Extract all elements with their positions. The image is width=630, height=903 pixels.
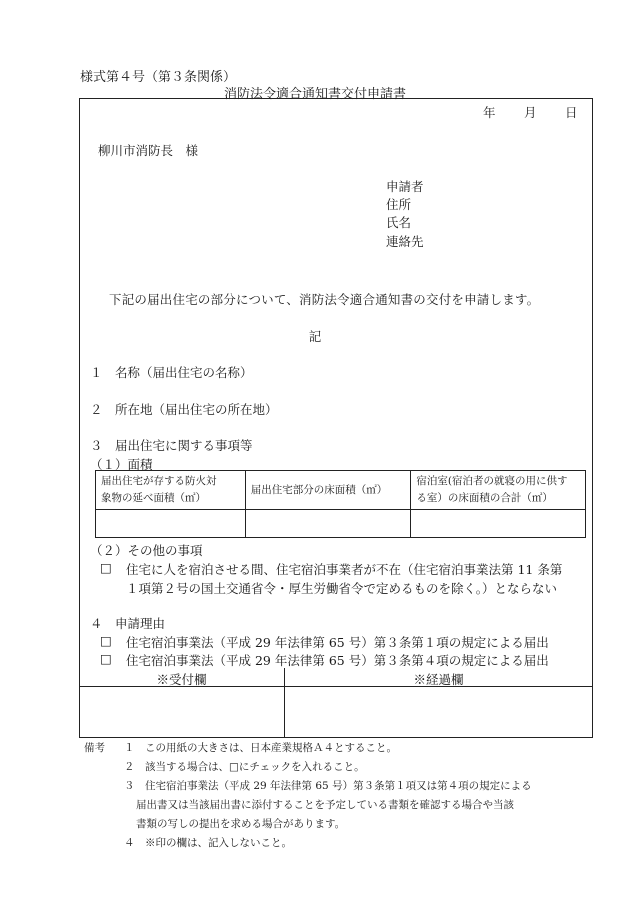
checkbox-absence[interactable]: □ xyxy=(100,560,112,575)
note-1: １ この用紙の大きさは、日本産業規格Ａ４とすること。 xyxy=(124,742,397,754)
reception-field[interactable] xyxy=(79,687,284,737)
reason-2-text: 住宅宿泊事業法（平成 29 年法律第 65 号）第３条第４項の規定による届出 xyxy=(126,653,549,668)
applicant-address-label: 住所 xyxy=(386,197,412,212)
item-3-matters: ３ 届出住宅に関する事項等 xyxy=(90,438,253,453)
date-year: 年 xyxy=(483,105,496,120)
form-number-label: 様式第４号（第３条関係） xyxy=(80,70,237,85)
applicant-contact-label: 連絡先 xyxy=(386,234,424,249)
area-heading: （１）面積 xyxy=(90,457,153,472)
addressee: 柳川市消防長 様 xyxy=(98,143,199,158)
other-matters-heading: （２）その他の事項 xyxy=(90,543,203,558)
absence-text-line2: １項第２号の国土交通省令・厚生労働省令で定めるものを除く。）とならない xyxy=(126,581,558,596)
area-col-header-building: 届出住宅が存する防火対 象物の延べ面積（㎡） xyxy=(96,471,246,510)
date-day: 日 xyxy=(565,105,578,120)
reception-column-label: ※受付欄 xyxy=(156,672,207,687)
area-col-header-residence: 届出住宅部分の床面積（㎡） xyxy=(245,471,411,510)
area-input-lodging[interactable] xyxy=(411,510,586,538)
progress-field[interactable] xyxy=(285,687,593,737)
item-1-name: １ 名称（届出住宅の名称） xyxy=(90,365,253,380)
progress-column-label: ※経過欄 xyxy=(413,672,464,687)
notes-label: 備考 xyxy=(84,742,105,754)
form-title: 消防法令適合通知書交付申請書 xyxy=(223,87,406,102)
note-3-line1: ３ 住宅宿泊事業法（平成 29 年法律第 65 号）第３条第１項又は第４項の規定による xyxy=(124,780,532,792)
checkbox-reason-1[interactable]: □ xyxy=(100,633,112,648)
area-col-header-lodging: 宿泊室(宿泊者の就寝の用に供す る室）の床面積の合計（㎡） xyxy=(411,471,586,510)
item-4-reason: ４ 申請理由 xyxy=(90,616,166,631)
date-month: 月 xyxy=(524,105,537,120)
request-statement: 下記の届出住宅の部分について、消防法令適合通知書の交付を申請します。 xyxy=(109,292,540,307)
applicant-name-label: 氏名 xyxy=(386,215,412,230)
area-input-building[interactable] xyxy=(96,510,246,538)
note-3-line2: 届出書又は当該届出書に添付することを予定している書類を確認する場合や当該 xyxy=(136,799,514,811)
ki-heading: 記 xyxy=(308,329,322,344)
checkbox-reason-2[interactable]: □ xyxy=(100,651,112,666)
item-2-location: ２ 所在地（届出住宅の所在地） xyxy=(90,402,278,417)
note-3-line3: 書類の写しの提出を求める場合があります。 xyxy=(136,818,346,830)
area-table xyxy=(95,470,586,538)
absence-text-line1: 住宅に人を宿泊させる間、住宅宿泊事業者が不在（住宅宿泊事業法第 11 条第 xyxy=(126,562,563,577)
applicant-label: 申請者 xyxy=(386,179,424,194)
reception-area xyxy=(79,668,593,738)
area-input-residence[interactable] xyxy=(245,510,411,538)
note-4: ４ ※印の欄は、記入しないこと。 xyxy=(124,837,292,849)
note-2: ２ 該当する場合は、□にチェックを入れること。 xyxy=(124,761,365,773)
reason-1-text: 住宅宿泊事業法（平成 29 年法律第 65 号）第３条第１項の規定による届出 xyxy=(126,635,549,650)
